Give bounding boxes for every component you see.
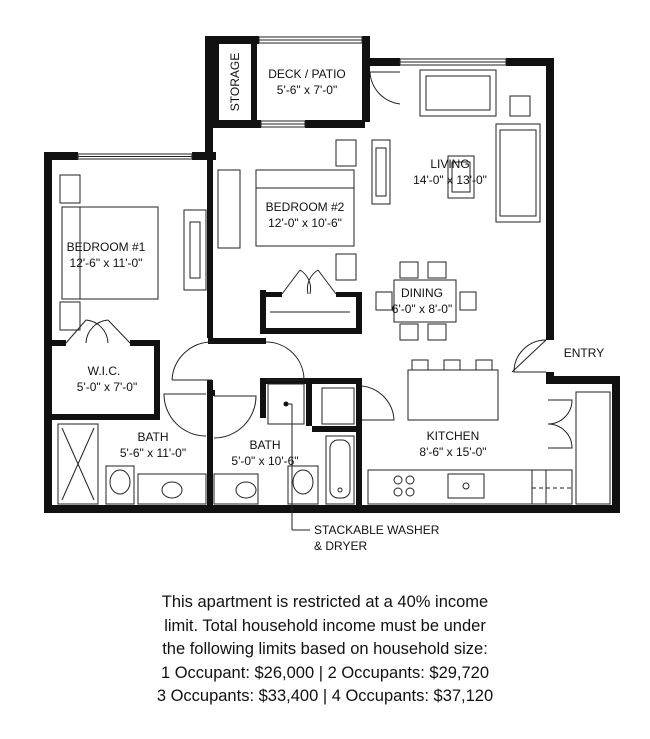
bedroom1-label: BEDROOM #1 xyxy=(66,240,146,254)
bath1-size: 5'-6" x 11'-0" xyxy=(119,446,187,460)
kitchen-label: KITCHEN xyxy=(426,429,480,443)
exterior-walls xyxy=(44,36,620,513)
notice-line-4: 1 Occupant: $26,000 | 2 Occupants: $29,720 xyxy=(160,663,490,682)
income-notice xyxy=(60,591,590,709)
bath2-label: BATH xyxy=(249,438,281,452)
bedroom2-label: BEDROOM #2 xyxy=(265,200,345,214)
windows xyxy=(78,37,506,159)
furniture xyxy=(58,70,610,530)
deck-size: 5'-6" x 7'-0" xyxy=(276,83,338,97)
notice-line-1: This apartment is restricted at a 40% income xyxy=(161,593,489,611)
wic-label: W.I.C. xyxy=(87,364,121,378)
kitchen-size: 8'-6" x 15'-0" xyxy=(419,445,487,459)
dining-label: DINING xyxy=(401,286,443,300)
bath1-label: BATH xyxy=(137,430,169,444)
living-size: 14'-0" x 13'-0" xyxy=(413,173,487,187)
bedroom2-size: 12'-0" x 10'-6" xyxy=(268,216,342,230)
washer-dryer-callout: STACKABLE WASHER xyxy=(314,523,440,537)
entry-label: ENTRY xyxy=(563,346,605,360)
notice-line-5: 3 Occupants: $33,400 | 4 Occupants: $37,120 xyxy=(156,687,494,705)
storage-label: STORAGE xyxy=(228,52,242,112)
notice-line-3: the following limits based on household size: xyxy=(162,640,488,658)
bedroom1-size: 12'-6" x 11'-0" xyxy=(69,256,143,270)
living-label: LIVING xyxy=(430,157,470,171)
notice-line-2: limit. Total household income must be under xyxy=(164,616,486,635)
bath2-size: 5'-0" x 10'-6" xyxy=(231,454,299,468)
deck-label: DECK / PATIO xyxy=(268,67,346,81)
wic-size: 5'-0" x 7'-0" xyxy=(76,380,138,394)
washer-dryer-callout-2: & DRYER xyxy=(314,539,368,553)
dining-size: 6'-0" x 8'-0" xyxy=(391,302,453,316)
